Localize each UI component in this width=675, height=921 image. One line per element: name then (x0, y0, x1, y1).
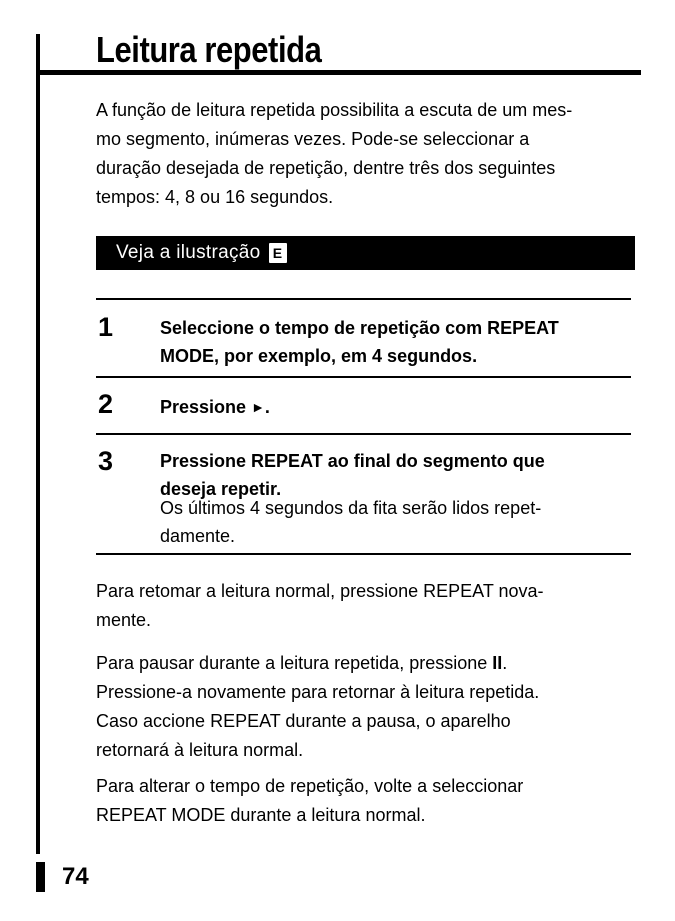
step-2-number: 2 (98, 389, 114, 419)
step-1-number: 1 (98, 312, 114, 342)
banner-text: Veja a ilustração (116, 242, 261, 263)
illustration-reference-banner (96, 236, 635, 270)
pause-paragraph (96, 649, 641, 765)
step-2-suffix: . (264, 397, 270, 417)
step-divider (96, 433, 631, 435)
pause-text-b: . Pressione-a novamente para retornar à leitura repetida. Caso accione REPEAT durante a pausa, o aparelho retornará à leitura normal. (96, 653, 540, 760)
pause-text-a: Para pausar durante a leitura repetida, pressione (96, 653, 493, 673)
step-2-text (160, 393, 635, 421)
page-edge-marker (36, 862, 45, 892)
resume-paragraph: Para retomar a leitura normal, pressione REPEAT nova- mente. (96, 581, 544, 630)
pause-icon: II (492, 653, 503, 673)
step-divider (96, 553, 631, 555)
page-title: Leitura repetida (96, 29, 322, 70)
left-margin-rule (36, 34, 40, 854)
step-3-text: Pressione REPEAT ao final do segmento que deseja repetir. (160, 451, 545, 499)
step-1-text: Seleccione o tempo de repetição com REPEAT MODE, por exemplo, em 4 segundos. (160, 318, 559, 366)
intro-paragraph: A função de leitura repetida possibilita a escuta de um mes- mo segmento, inúmeras vezes. Pode-se seleccionar a duração desejada de repetição, dentre três dos seguintes tempos: 4, 8 ou 16 segundos. (96, 100, 573, 207)
play-icon: ► (251, 399, 265, 415)
step-divider (96, 376, 631, 378)
page-number: 74 (62, 863, 89, 890)
title-underline (36, 70, 641, 75)
step-3-note: Os últimos 4 segundos da fita serão lidos repet- damente. (160, 498, 542, 546)
change-time-paragraph: Para alterar o tempo de repetição, volte a seleccionar REPEAT MODE durante a leitura normal. (96, 776, 524, 825)
illustration-letter-badge: E (269, 243, 287, 263)
step-divider (96, 298, 631, 300)
step-3-number: 3 (98, 446, 114, 476)
step-2-label: Pressione (160, 397, 247, 417)
